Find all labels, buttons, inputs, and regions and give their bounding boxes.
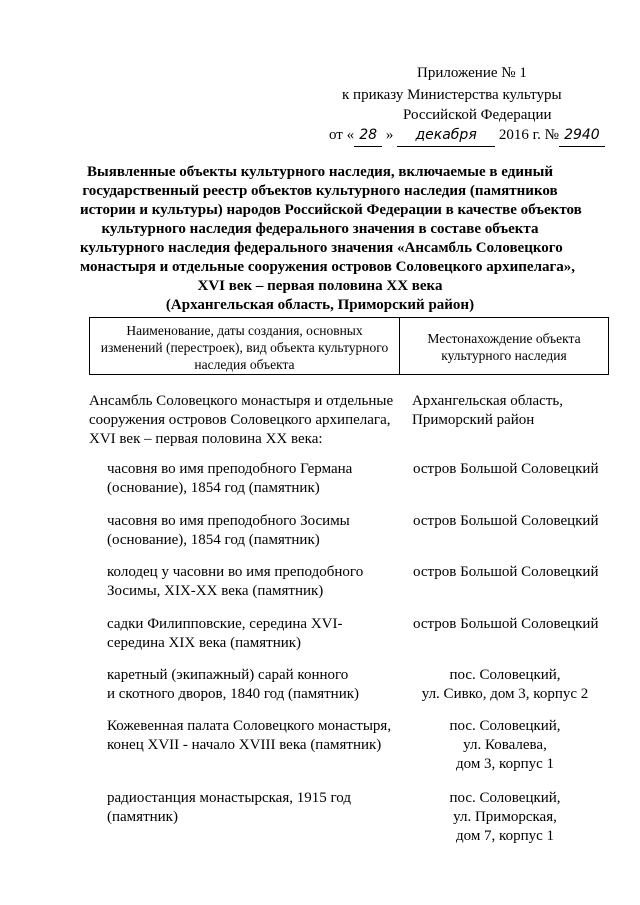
location-line: остров Большой Соловецкий <box>413 616 599 632</box>
appendix-federation: Российской Федерации <box>403 107 552 123</box>
object-name <box>107 460 352 498</box>
header-text: Местонахождение объекта <box>427 331 581 346</box>
document-title <box>80 163 582 315</box>
location-line: пос. Соловецкий, <box>449 718 561 734</box>
location-line: Приморский район <box>412 412 535 428</box>
appendix-date-line <box>329 125 605 147</box>
object-location <box>413 615 599 634</box>
object-name <box>107 563 363 601</box>
object-name <box>107 512 350 550</box>
header-text: изменений (перестроек), вид объекта культурного <box>100 340 389 355</box>
header-text: наследия объекта <box>194 357 295 372</box>
location-line: пос. Соловецкий, <box>449 667 561 683</box>
object-location <box>400 666 610 704</box>
title-line: монастыря и отдельные сооружения островов Соловецкого архипелага», <box>80 259 576 275</box>
name-line: конец XVII - начало XVIII века (памятник) <box>107 737 382 753</box>
location-line: пос. Соловецкий, <box>449 790 561 806</box>
location-line: остров Большой Соловецкий <box>413 461 599 477</box>
object-location <box>413 460 599 479</box>
date-mid: » <box>385 127 394 143</box>
location-line: Архангельская область, <box>412 393 563 409</box>
name-line: середина XIX века (памятник) <box>107 635 302 651</box>
object-location <box>400 717 610 774</box>
title-line: XVI век – первая половина XX века <box>197 278 443 294</box>
name-line: часовня во имя преподобного Зосимы <box>107 513 350 529</box>
name-line: (основание), 1854 год (памятник) <box>107 480 320 496</box>
title-line: государственный реестр объектов культурного наследия (памятников <box>82 183 558 199</box>
name-line: сооружения островов Соловецкого архипелага, <box>89 412 391 428</box>
date-year: 2016 г. № <box>498 127 559 143</box>
object-location <box>413 563 599 582</box>
name-line: (основание), 1854 год (памятник) <box>107 532 320 548</box>
location-line: ул. Приморская, <box>453 809 557 825</box>
location-line: остров Большой Соловецкий <box>413 564 599 580</box>
name-line: колодец у часовни во имя преподобного <box>107 564 364 580</box>
location-line: ул. Сивко, дом 3, корпус 2 <box>421 686 589 702</box>
header-text: Наименование, даты создания, основных <box>126 323 363 338</box>
location-line: остров Большой Соловецкий <box>413 513 599 529</box>
name-line: Зосимы, XIX-XX века (памятник) <box>107 583 324 599</box>
title-line: Выявленные объекты культурного наследия, включаемые в единый <box>87 164 553 180</box>
name-line: садки Филипповские, середина XVI- <box>107 616 343 632</box>
header-name-column <box>90 318 400 374</box>
object-location <box>413 512 599 531</box>
object-name <box>107 717 391 755</box>
title-line: истории и культуры) народов Российской Федерации в качестве объектов <box>80 202 582 218</box>
object-location <box>400 789 610 846</box>
object-name <box>107 615 342 653</box>
name-line: каретный (экипажный) сарай конного <box>107 667 349 683</box>
name-line: и скотного дворов, 1840 год (памятник) <box>107 686 360 702</box>
object-location <box>412 392 563 430</box>
object-name <box>107 666 359 704</box>
name-line: часовня во имя преподобного Германа <box>107 461 353 477</box>
location-line: дом 7, корпус 1 <box>455 828 555 844</box>
title-line: (Архангельская область, Приморский район) <box>165 297 475 313</box>
name-line: Кожевенная палата Соловецкого монастыря, <box>107 718 392 734</box>
appendix-order-ref: к приказу Министерства культуры <box>342 87 562 103</box>
location-line: дом 3, корпус 1 <box>455 756 555 772</box>
name-line: радиостанция монастырская, 1915 год <box>107 790 351 806</box>
name-line: XVI век – первая половина XX века: <box>89 431 323 447</box>
location-line: ул. Ковалева, <box>463 737 547 753</box>
title-line: культурного наследия федерального значения «Ансамбль Соловецкого <box>80 240 563 256</box>
name-line: Ансамбль Соловецкого монастыря и отдельные <box>89 393 394 409</box>
title-line: культурного наследия федерального значения в составе объекта <box>101 221 539 237</box>
object-name <box>89 392 393 449</box>
date-month: декабря <box>397 125 495 147</box>
table-header <box>89 317 609 375</box>
name-line: (памятник) <box>107 809 178 825</box>
header-location-column <box>400 318 608 374</box>
object-name <box>107 789 351 827</box>
date-prefix: от « <box>329 127 355 143</box>
header-text: культурного наследия <box>441 348 567 363</box>
appendix-title: Приложение № 1 <box>417 65 527 81</box>
date-day: 28 <box>354 125 382 147</box>
order-number: 2940 <box>559 125 605 147</box>
